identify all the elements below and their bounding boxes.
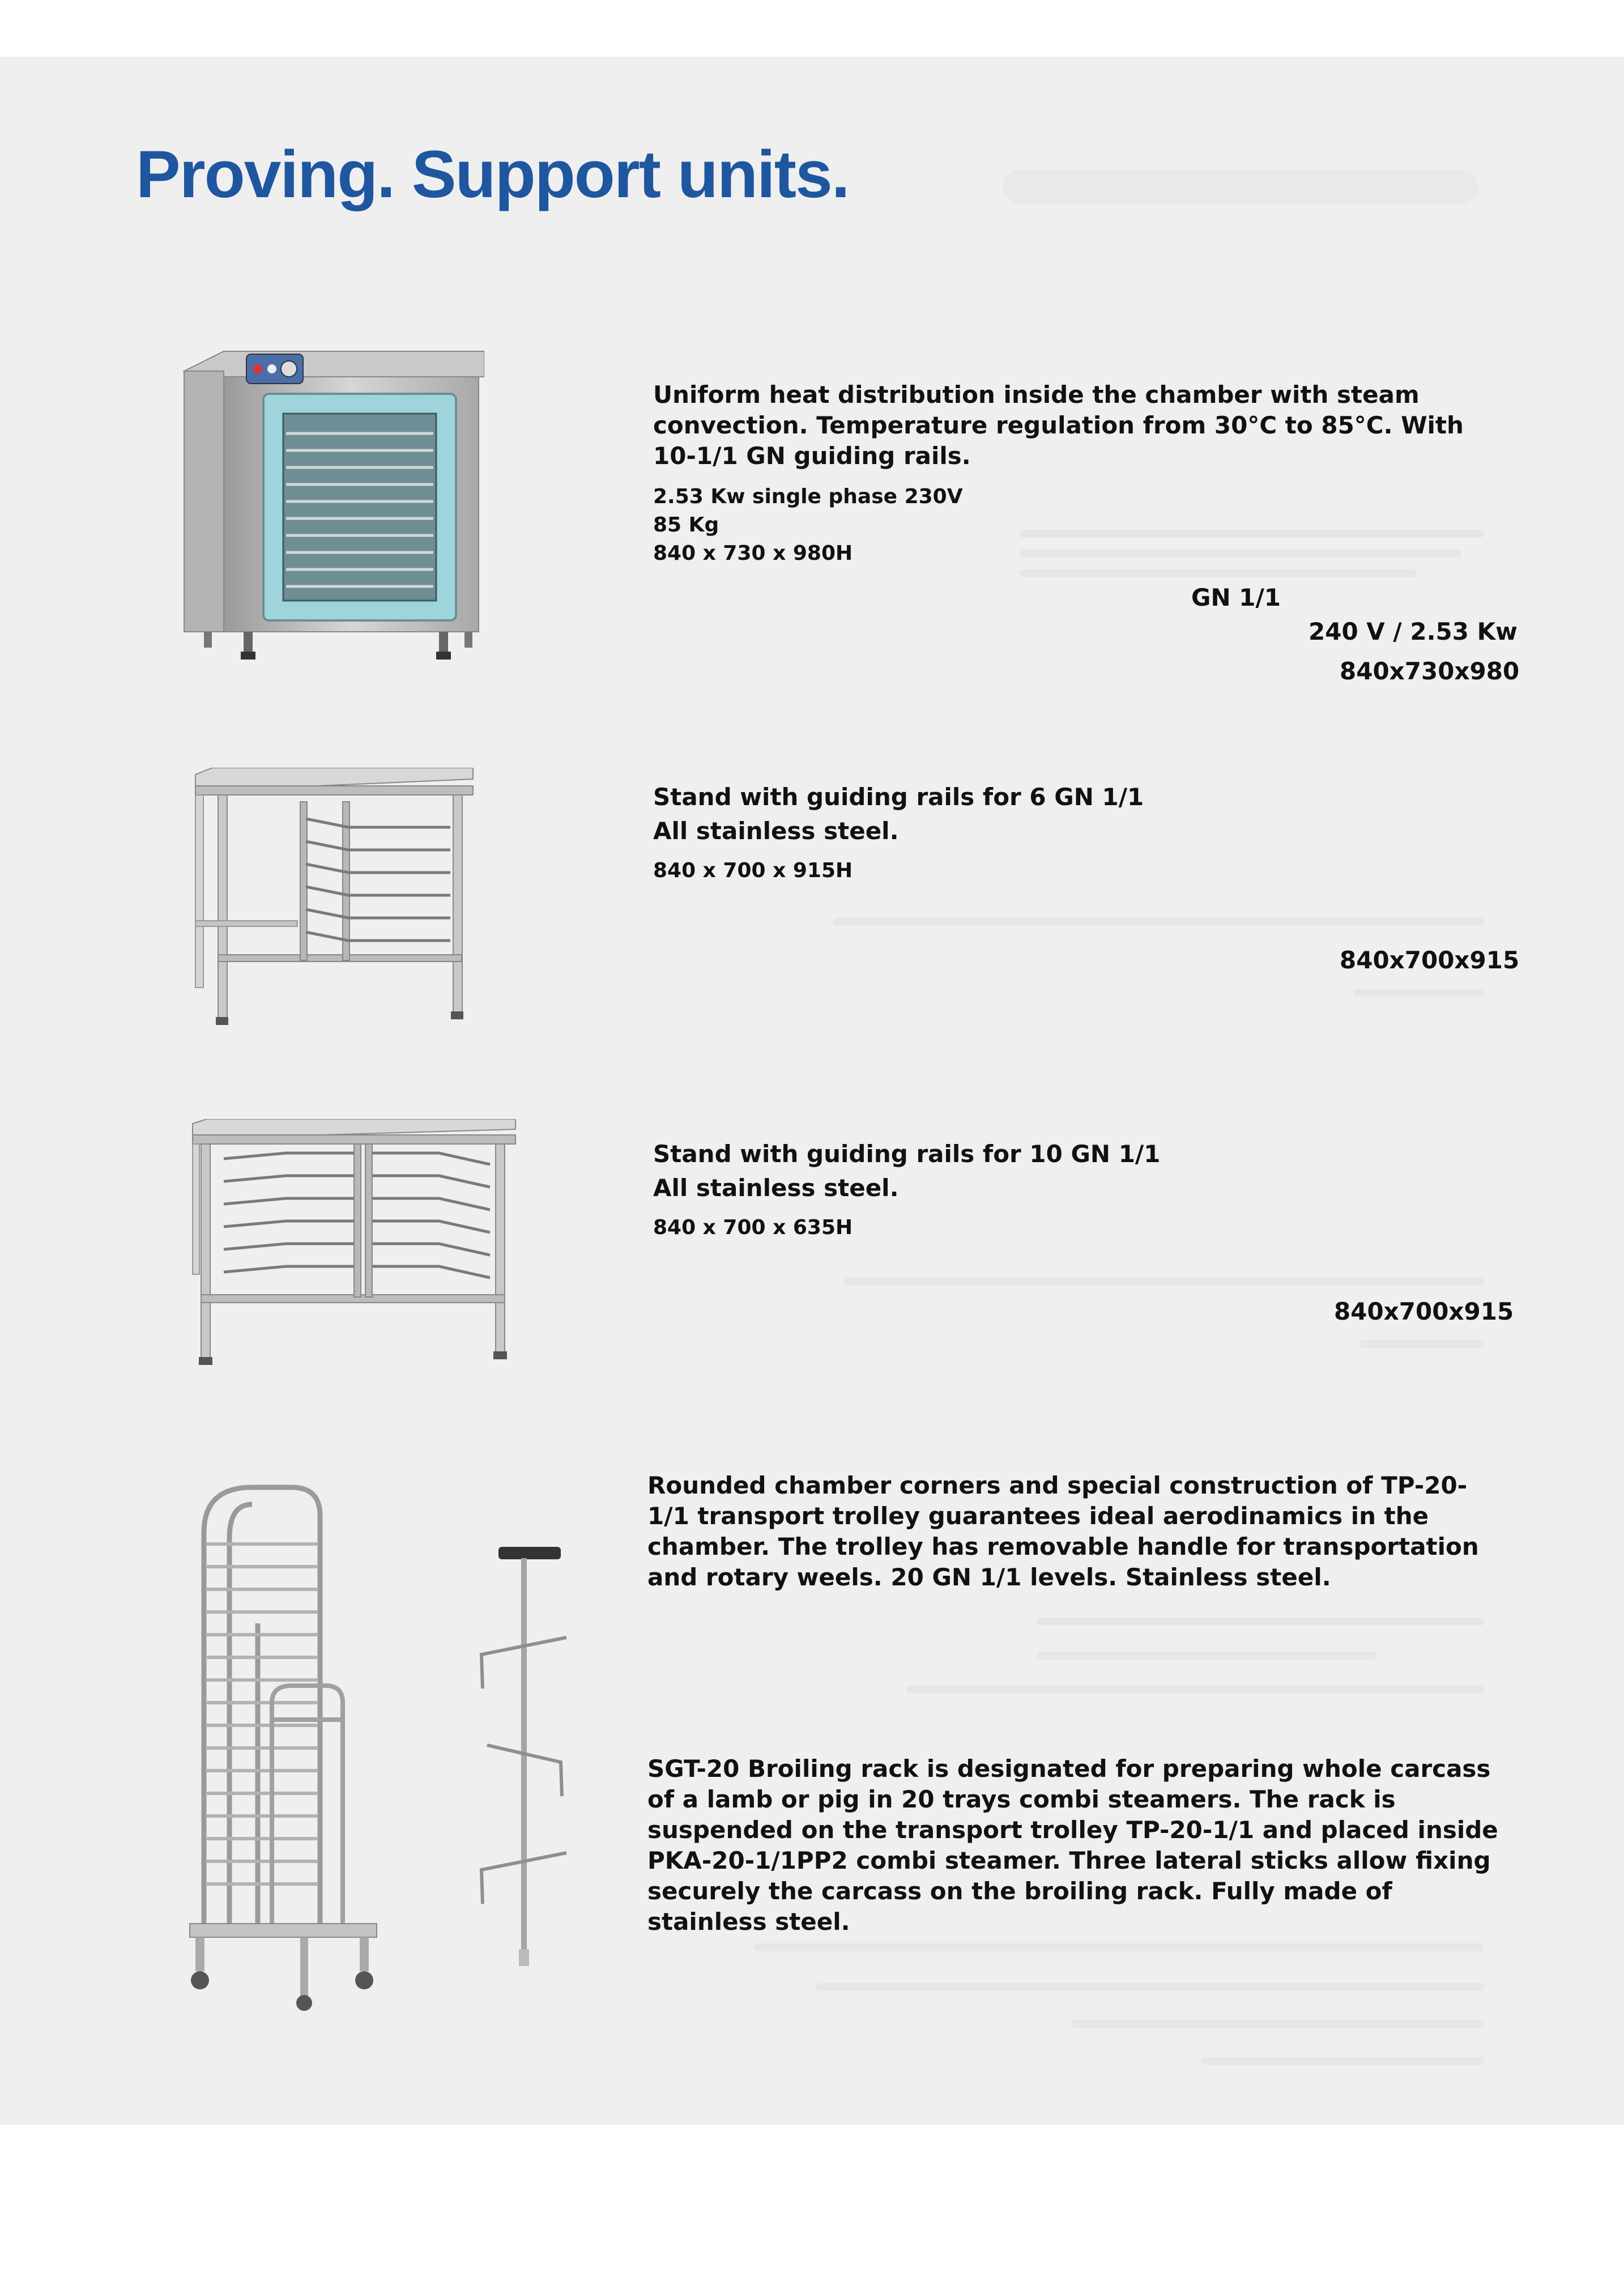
faint-text-line (906, 1686, 1484, 1694)
faint-text-line (1020, 530, 1484, 538)
stand-6-info (653, 782, 1389, 885)
product-description: Stand with guiding rails for 6 GN 1/1 (653, 783, 1144, 811)
stand-6-gn-image (190, 768, 479, 1028)
faint-text-line (844, 1278, 1484, 1286)
product-description: Rounded chamber corners and special construction of TP-20-1/1 transport trolley guarantees ideal aerodinamics in the chamber. The trolley has removable handle for transportation and rotary weels. 20 GN 1/1 levels. Stainless steel. (647, 1471, 1479, 1591)
proving-cabinet-info (653, 380, 1503, 568)
faint-text-line (1354, 989, 1484, 997)
spec-weight: 85 Kg (653, 513, 719, 537)
faint-text-line (1071, 2020, 1484, 2028)
spec-dimensions: 840 x 730 x 980H (653, 542, 853, 565)
proving-cabinet-image (178, 348, 484, 688)
faint-text-line (1020, 550, 1461, 558)
product-description: Uniform heat distribution inside the chamber with steam convection. Temperature regulation from 30°C to 85°C. With 10-1/1 GN guiding rails. (653, 381, 1464, 470)
transport-trolley-image (178, 1482, 416, 2014)
faint-text-line (816, 1983, 1484, 1991)
right-spec-dimensions: 840x730x980 (1340, 657, 1520, 685)
stand-10-gn-image (190, 1119, 518, 1374)
page-title: Proving. Support units. (136, 137, 849, 212)
stand-10-info (653, 1139, 1389, 1242)
spec-dimensions: 840 x 700 x 915H (653, 859, 853, 882)
right-spec-dimensions: 840x700x915 (1334, 1298, 1514, 1325)
faint-text-line (753, 1943, 1484, 1951)
product-description: SGT-20 Broiling rack is designated for preparing whole carcass of a lamb or pig in 20 trays combi steamers. The rack is suspended on the transport trolley TP-20-1/1 and placed inside PKA-20-1/1PP2 combi steamer. Three lateral sticks allow fixing securely the carcass on the broiling rack. Fully made of stainless steel. (647, 1755, 1498, 1936)
product-description: Stand with guiding rails for 10 GN 1/1 (653, 1140, 1161, 1168)
broiling-rack-info (647, 1754, 1508, 1937)
trolley-info (647, 1470, 1508, 1593)
faint-text-line (1037, 1652, 1376, 1660)
faint-text-line (1037, 1618, 1484, 1626)
right-spec-gn: GN 1/1 (1191, 584, 1281, 611)
faint-text-line (1201, 2057, 1484, 2065)
faint-secondary-heading (1003, 170, 1478, 204)
spec-dimensions: 840 x 700 x 635H (653, 1216, 853, 1239)
product-material: All stainless steel. (653, 817, 899, 845)
right-spec-dimensions: 840x700x915 (1340, 946, 1520, 974)
spec-power: 2.53 Kw single phase 230V (653, 485, 963, 508)
faint-text-line (1020, 569, 1416, 577)
product-material: All stainless steel. (653, 1174, 899, 1202)
right-spec-power: 240 V / 2.53 Kw (1308, 618, 1518, 645)
faint-text-line (1359, 1340, 1484, 1348)
faint-text-line (833, 918, 1484, 926)
broiling-rack-image (476, 1541, 578, 1972)
